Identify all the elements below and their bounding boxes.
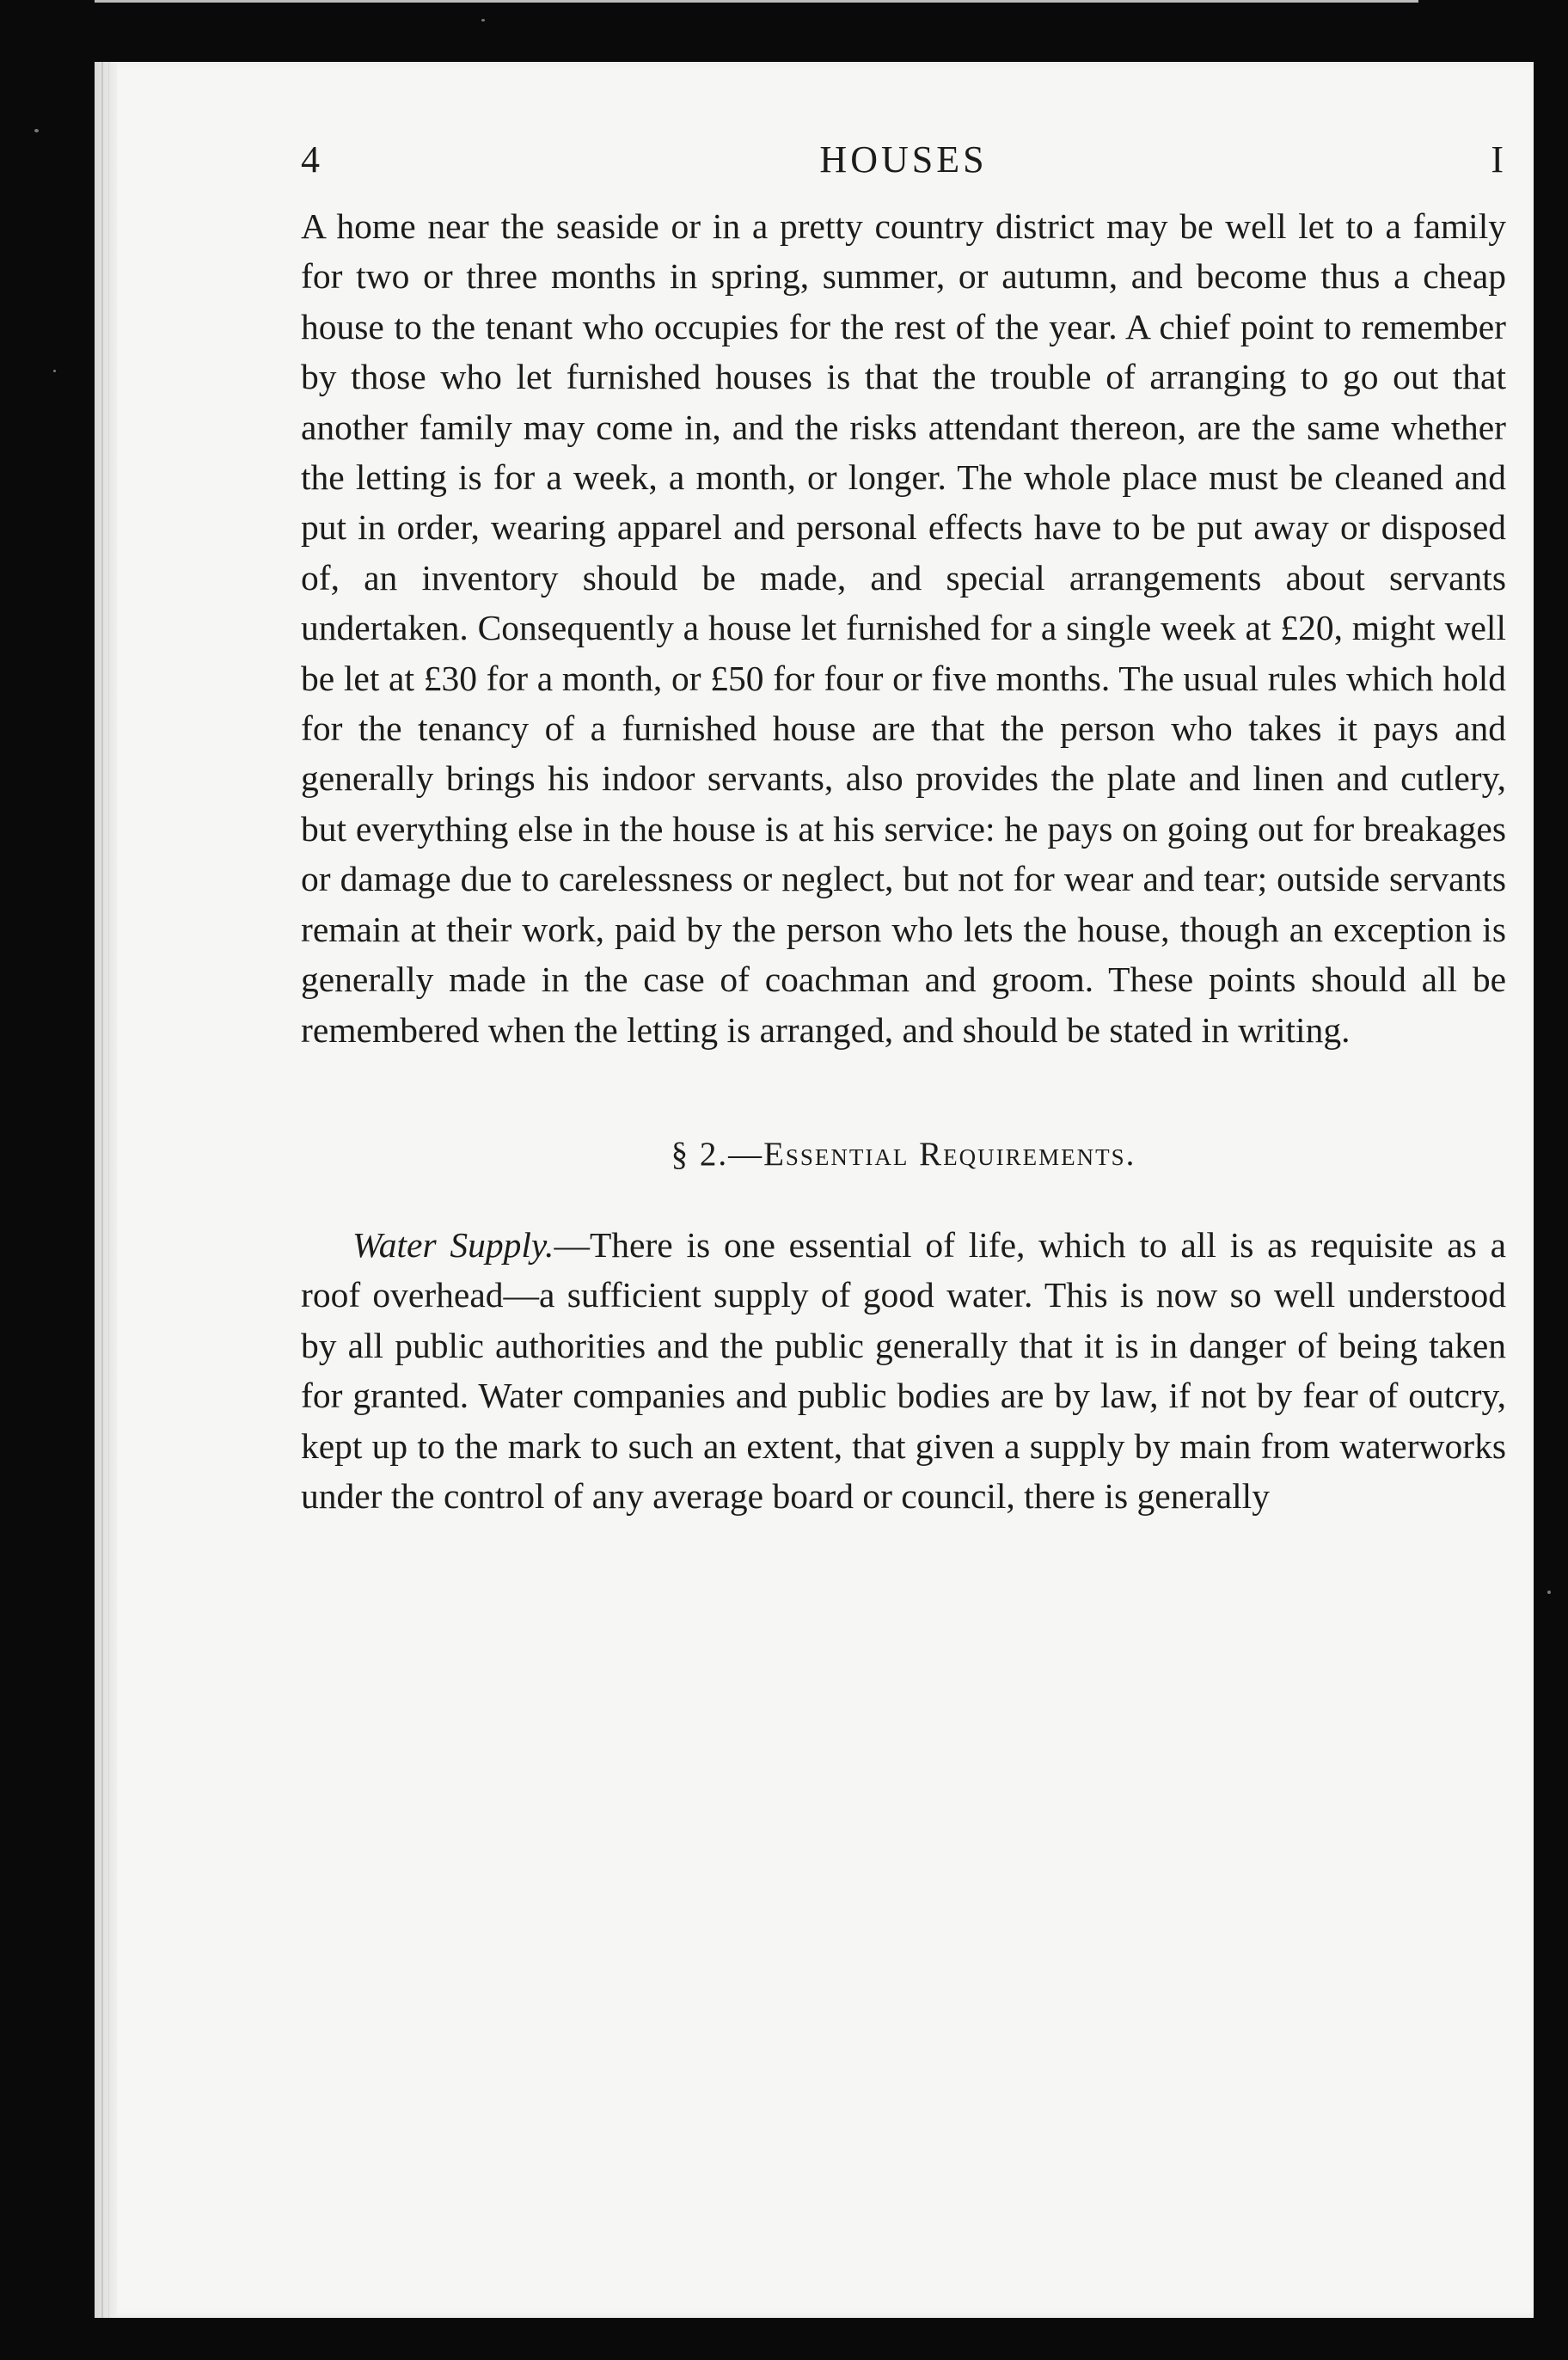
page-number: 4 (301, 138, 322, 181)
water-supply-text: —There is one essential of life, which to all is as requisite as a roof overhead—a sufficient supply of good water. This is now so well understood by all public authorities and the public generally that it is in danger of being taken for granted. Water companies and public bodies are by law, if not by fear of outcry, kept up to the mark to such an extent, that given a supply by main from waterworks under the control of any average board or council, there is generally (301, 1224, 1506, 1516)
scan-speck (53, 370, 56, 372)
running-title: HOUSES (819, 138, 988, 181)
body-paragraph-water-supply (301, 1220, 1506, 1521)
running-head (301, 138, 1506, 201)
page-top-edge (95, 0, 1418, 3)
section-title: Essential Requirements. (763, 1135, 1136, 1173)
scan-speck (481, 19, 485, 21)
section-heading (301, 1137, 1506, 1172)
chapter-number: I (1491, 138, 1506, 181)
body-paragraph-letting: A home near the seaside or in a pretty country district may be well let to a family for two or three months in spring, summer, or autumn, and become thus a cheap house to the tenant who occupies for the rest of the year. A chief point to remember by those who let furnished houses is that the trouble of arranging to go out that another family may come in, and the risks attendant thereon, are the same whether the letting is for a week, a month, or longer. The whole place must be cleaned and put in order, wearing apparel and personal effects have to be put away or disposed of, an inventory should be made, and special arrangements about servants undertaken. Consequently a house let furnished for a single week at £20, might well be let at £30 for a month, or £50 for four or five months. The usual rules which hold for the tenancy of a furnished house are that the person who takes it pays and generally brings his indoor servants, also provides the plate and linen and cutlery, but everything else in the house is at his service: he pays on going out for breakages or damage due to carelessness or neglect, but not for wear and tear; outside servants remain at their work, paid by the person who lets the house, though an exception is generally made in the case of coachman and groom. These points should all be remembered when the letting is arranged, and should be stated in writing. (301, 206, 1506, 1050)
section-number: § 2.— (671, 1135, 764, 1173)
scan-speck (34, 129, 39, 132)
run-in-heading: Water Supply. (352, 1224, 554, 1265)
scan-speck (1547, 1591, 1551, 1594)
page-spine-lines (101, 62, 109, 2318)
page-text (301, 138, 1506, 1521)
